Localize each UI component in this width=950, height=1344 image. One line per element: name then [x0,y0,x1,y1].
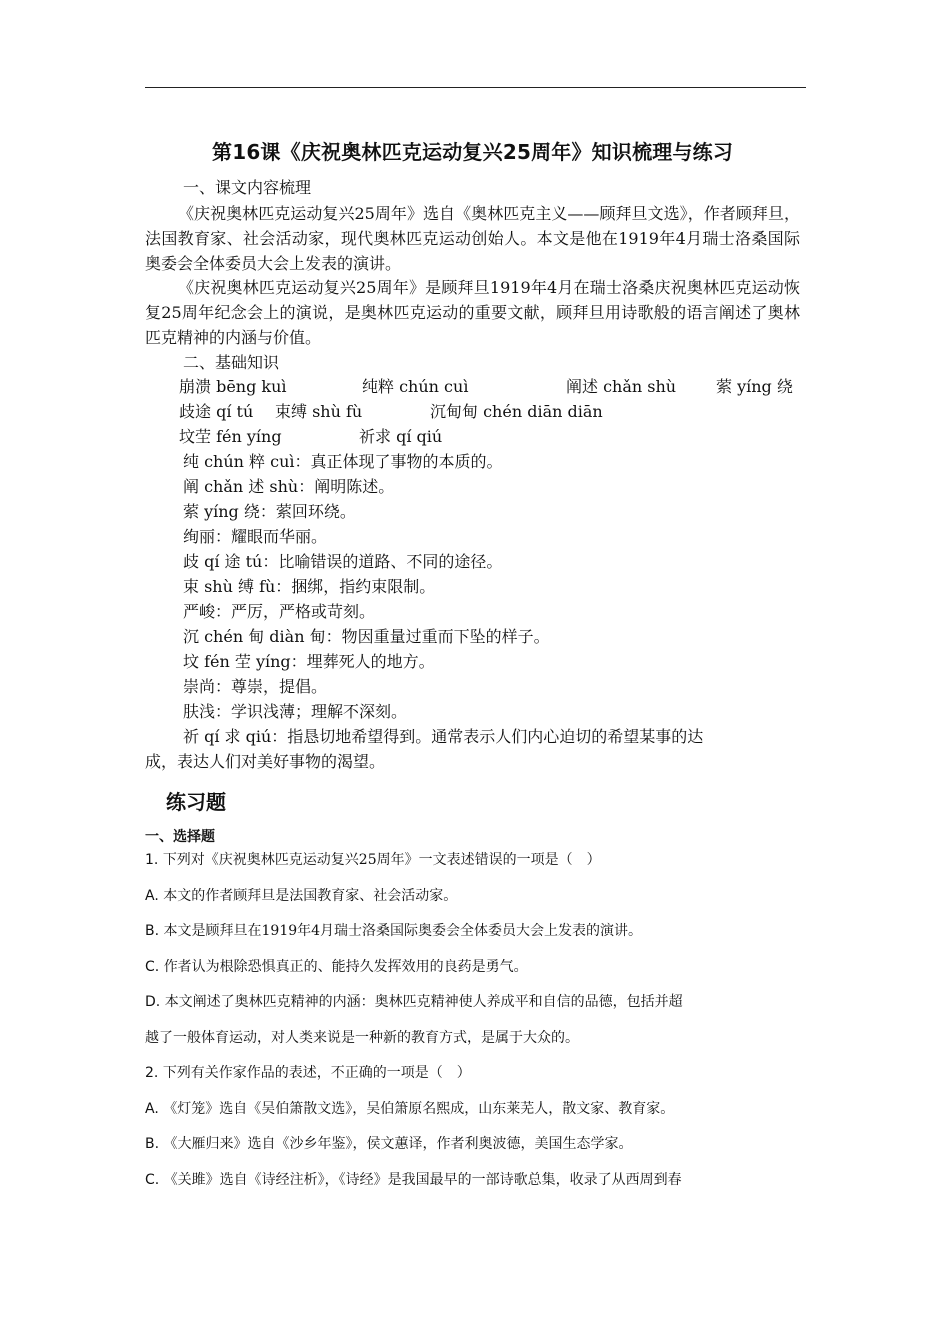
pinyin-word: 萦 yíng 绕 [716,377,793,396]
definition-item: 束 shù 缚 fù：捆绑，指约束限制。 [183,577,436,596]
definition-item: 崇尚：尊崇，提倡。 [183,677,328,696]
question-2 [145,1063,805,1083]
option-a [145,886,805,906]
option-mark: B. [145,923,160,939]
pinyin-word: 沉甸甸 chén diān diān [430,402,603,421]
pinyin-word: 束缚 shù fù [275,402,363,421]
option-c [145,957,805,977]
question-stem: 下列有关作家作品的表述，不正确的一项是（ ） [162,1065,471,1081]
pinyin-word: 崩溃 bēng kuì [179,377,287,396]
content-paragraph-1: 《庆祝奥林匹克运动复兴25周年》选自《奥林匹克主义——顾拜旦文选》，作者顾拜旦，法国教育家、社会活动家，现代奥林匹克运动创始人。本文是他在1919年4月瑞士洛桑国际奥委会全体委员大会上发表的演讲。 [145,204,800,273]
option-b [145,921,805,941]
exercises-heading: 练习题 [166,790,226,814]
definition-item: 沉 chén 甸 diàn 甸：物因重量过重而下坠的样子。 [183,627,550,646]
definition-item: 纯 chún 粹 cuì：真正体现了事物的本质的。 [183,452,503,471]
content-paragraph-2: 《庆祝奥林匹克运动复兴25周年》是顾拜旦1919年4月在瑞士洛桑庆祝奥林匹克运动恢复25周年纪念会上的演说，是奥林匹克运动的重要文献，顾拜旦用诗歌般的语言阐述了奥林匹克精神的内涵与价值。 [145,278,800,347]
option-mark: B. [145,1136,160,1152]
multiple-choice-heading: 一、选择题 [145,829,215,845]
definition-item: 绚丽：耀眼而华丽。 [183,527,328,546]
definition-item: 坟 fén 茔 yíng：埋葬死人的地方。 [183,652,435,671]
option-text: 《灯笼》选自《吴伯箫散文选》，吴伯箫原名熙成，山东莱芜人，散文家、教育家。 [163,1101,675,1117]
definition-item: 严峻：严厉，严格或苛刻。 [183,602,376,621]
definition-item: 歧 qí 途 tú：比喻错误的道路、不同的途径。 [183,552,503,571]
option-text: 本文是顾拜旦在1919年4月瑞士洛桑国际奥委会全体委员大会上发表的演讲。 [163,923,643,939]
definition-item-continuation: 成，表达人们对美好事物的渴望。 [145,752,386,771]
option-text: 作者认为根除恐惧真正的、能持久发挥效用的良药是勇气。 [163,959,528,975]
option-mark: A. [145,1101,159,1117]
definition-item: 肤浅：学识浅薄；理解不深刻。 [183,702,408,721]
option-d [145,992,805,1012]
question-stem: 下列对《庆祝奥林匹克运动复兴25周年》一文表述错误的一项是（ ） [162,852,601,868]
pinyin-word: 祈求 qí qiú [359,427,443,446]
section-heading-basics: 二、基础知识 [183,353,280,372]
option-b [145,1134,805,1154]
option-text: 《大雁归来》选自《沙乡年鉴》，侯文蕙译，作者利奥波德，美国生态学家。 [163,1136,633,1152]
definition-item: 阐 chǎn 述 shù：阐明陈述。 [183,477,395,496]
section-heading-content: 一、课文内容梳理 [183,178,312,197]
option-mark: C. [145,959,160,975]
option-text: 《关雎》选自《诗经注析》，《诗经》是我国最早的一部诗歌总集，收录了从西周到春 [163,1172,682,1188]
pinyin-word: 坟茔 fén yíng [179,427,282,446]
question-number: 2. [145,1065,159,1081]
question-number: 1. [145,852,159,868]
pinyin-word: 阐述 chǎn shù [566,377,677,396]
pinyin-word: 纯粹 chún cuì [362,377,469,396]
pinyin-word: 歧途 qí tú [179,402,254,421]
option-text: 本文阐述了奥林匹克精神的内涵：奥林匹克精神使人养成平和自信的品德，包括并超 [164,994,683,1010]
option-c [145,1170,805,1190]
option-mark: A. [145,888,159,904]
option-a [145,1099,805,1119]
page-title: 第16课《庆祝奥林匹克运动复兴25周年》知识梳理与练习 [212,140,734,164]
definition-item: 萦 yíng 绕：萦回环绕。 [183,502,356,521]
option-mark: C. [145,1172,160,1188]
option-mark: D. [145,994,161,1010]
option-text: 本文的作者顾拜旦是法国教育家、社会活动家。 [163,888,458,904]
definition-item-last: 祈 qí 求 qiú：指恳切地希望得到。通常表示人们内心迫切的希望某事的达 [183,727,704,746]
option-d-continuation: 越了一般体育运动，对人类来说是一种新的教育方式，是属于大众的。 [145,1030,579,1046]
header-rule [145,87,806,88]
question-1 [145,850,805,870]
